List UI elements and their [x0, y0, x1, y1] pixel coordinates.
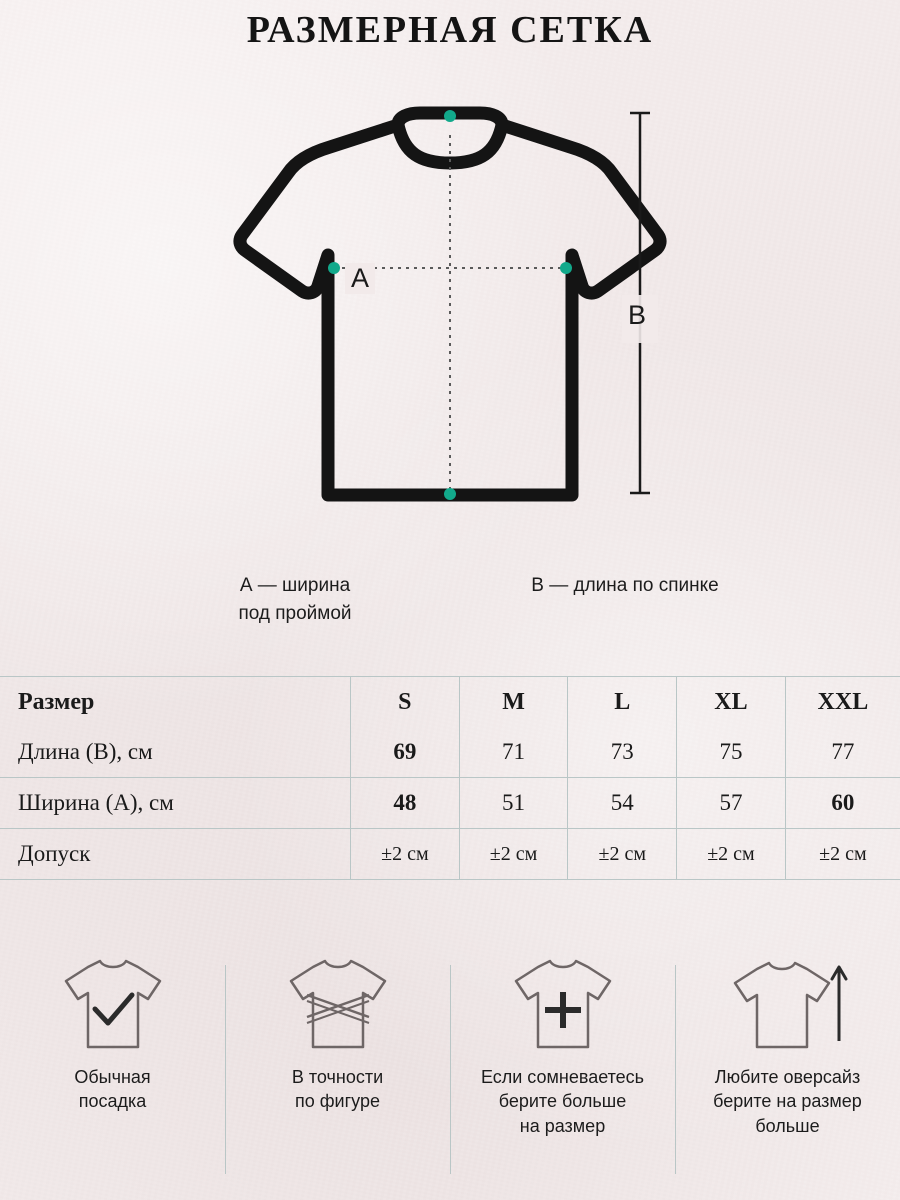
table-row	[0, 727, 900, 778]
fit-caption-exact	[225, 1065, 450, 1114]
fit-line2: берите больше	[498, 1091, 627, 1112]
fit-item-oversize	[675, 955, 900, 1200]
table-header-row	[0, 677, 900, 727]
tshirt-plus-icon	[450, 955, 675, 1055]
fit-line1: Любите оверсайз	[714, 1067, 861, 1087]
tshirt-diagram	[0, 95, 900, 550]
row-label-width: Ширина (A), см	[0, 778, 351, 829]
cell-width-s: 48	[351, 778, 460, 829]
fit-item-exact	[225, 955, 450, 1200]
tshirt-svg	[0, 95, 900, 550]
table-header-cell-size: Размер	[0, 677, 351, 727]
fit-line1: Обычная	[74, 1067, 151, 1087]
fit-line3: на размер	[519, 1115, 606, 1136]
legend-a-line1: А — ширина	[239, 575, 351, 596]
fit-line1: В точности	[291, 1067, 384, 1087]
marker-a-label: A	[345, 263, 375, 294]
row-label-length: Длина (B), см	[0, 727, 351, 778]
cell-length-s: 69	[351, 727, 460, 778]
fit-line2: берите на размер	[713, 1091, 862, 1112]
fit-caption-plus	[450, 1065, 675, 1138]
legend-a	[150, 575, 440, 625]
page-title: РАЗМЕРНАЯ СЕТКА	[246, 9, 654, 51]
marker-b-label: B	[628, 300, 647, 330]
legend-b	[450, 575, 800, 597]
fit-guide	[0, 955, 900, 1200]
fit-caption-oversize	[675, 1065, 900, 1138]
table-header-cell-l: L	[568, 677, 677, 727]
fit-line3: больше	[755, 1115, 820, 1136]
legend-a-line2: под проймой	[238, 603, 352, 624]
cell-tol-xxl: ±2 см	[819, 842, 867, 865]
tshirt-check-icon	[0, 955, 225, 1055]
table-header-cell-xl: XL	[677, 677, 786, 727]
table-row	[0, 829, 900, 880]
fit-line2: посадка	[78, 1091, 147, 1112]
fit-item-plus	[450, 955, 675, 1200]
tshirt-arrow-up-icon	[675, 955, 900, 1055]
fit-caption-regular	[0, 1065, 225, 1114]
cell-tol-xl: ±2 см	[677, 829, 786, 880]
cell-width-xl: 57	[677, 778, 786, 829]
cell-tol-m: ±2 см	[459, 829, 568, 880]
table-header-cell-xxl: XXL	[817, 688, 869, 715]
table-header-cell-s: S	[351, 677, 460, 727]
cell-width-m: 51	[459, 778, 568, 829]
size-table	[0, 677, 900, 879]
legend-b-line1: B — длина по спинке	[531, 575, 719, 596]
table-row	[0, 778, 900, 829]
cell-tol-s: ±2 см	[351, 829, 460, 880]
cell-width-xxl: 60	[785, 778, 900, 829]
fit-line1: Если сомневаетесь	[480, 1067, 645, 1087]
cell-length-xxl: 77	[785, 727, 900, 778]
fit-line2: по фигуре	[294, 1091, 380, 1112]
tshirt-measure-icon	[225, 955, 450, 1055]
cell-tol-l: ±2 см	[568, 829, 677, 880]
fit-item-regular	[0, 955, 225, 1200]
cell-width-l: 54	[568, 778, 677, 829]
cell-length-m: 71	[459, 727, 568, 778]
cell-length-l: 73	[568, 727, 677, 778]
cell-length-xl: 75	[677, 727, 786, 778]
table-header-cell-m: M	[459, 677, 568, 727]
row-label-tolerance: Допуск	[0, 829, 351, 880]
size-table-wrap	[0, 676, 900, 880]
